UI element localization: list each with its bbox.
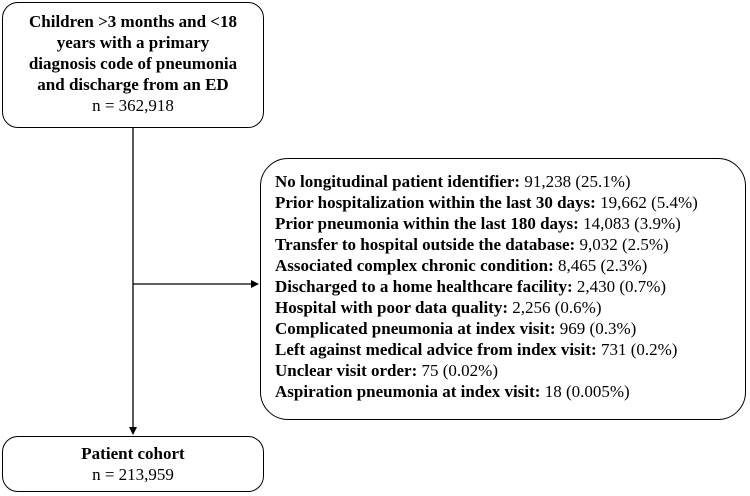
exclusion-row xyxy=(275,276,745,297)
exclusion-row xyxy=(275,381,745,402)
exclusions-box xyxy=(260,158,746,420)
exclusion-label: Left against medical advice from index visit: xyxy=(275,340,597,359)
eligibility-title-line: and discharge from an ED xyxy=(37,75,229,94)
exclusion-value: 2,256 (0.6%) xyxy=(508,298,602,317)
cohort-count: n = 213,959 xyxy=(92,465,174,484)
exclusion-label: Complicated pneumonia at index visit: xyxy=(275,319,556,338)
eligibility-title-line: years with a primary xyxy=(56,33,210,52)
exclusion-row xyxy=(275,297,745,318)
exclusion-value: 9,032 (2.5%) xyxy=(575,235,669,254)
eligibility-box xyxy=(2,2,264,128)
exclusion-value: 969 (0.3%) xyxy=(555,319,637,338)
exclusion-row xyxy=(275,339,745,360)
exclusion-row xyxy=(275,171,745,192)
exclusion-row xyxy=(275,234,745,255)
exclusion-value: 14,083 (3.9%) xyxy=(578,214,681,233)
eligibility-title-line: diagnosis code of pneumonia xyxy=(28,54,238,73)
exclusion-value: 8,465 (2.3%) xyxy=(553,256,648,275)
exclusion-row xyxy=(275,192,745,213)
exclusion-value: 75 (0.02%) xyxy=(417,361,498,380)
cohort-box xyxy=(2,436,264,492)
exclusion-label: Prior pneumonia within the last 180 days: xyxy=(275,214,579,233)
exclusion-label: Aspiration pneumonia at index visit: xyxy=(275,382,541,401)
exclusion-value: 19,662 (5.4%) xyxy=(595,193,698,212)
exclusion-value: 91,238 (25.1%) xyxy=(520,172,631,191)
exclusion-label: Discharged to a home healthcare facility: xyxy=(275,277,573,296)
exclusion-label: Associated complex chronic condition: xyxy=(275,256,554,275)
exclusion-label: Transfer to hospital outside the database: xyxy=(275,235,576,254)
exclusion-value: 18 (0.005%) xyxy=(540,382,630,401)
exclusion-row xyxy=(275,360,745,381)
exclusion-label: Unclear visit order: xyxy=(275,361,418,380)
eligibility-count: n = 362,918 xyxy=(92,96,174,115)
eligibility-title-line: Children >3 months and <18 xyxy=(28,12,237,31)
exclusion-label: Prior hospitalization within the last 30 days: xyxy=(275,193,596,212)
exclusion-row xyxy=(275,213,745,234)
exclusion-label: No longitudinal patient identifier: xyxy=(275,172,521,191)
cohort-title: Patient cohort xyxy=(81,444,185,463)
exclusion-value: 731 (0.2%) xyxy=(596,340,678,359)
exclusion-row xyxy=(275,255,745,276)
exclusion-row xyxy=(275,318,745,339)
exclusion-value: 2,430 (0.7%) xyxy=(572,277,667,296)
exclusion-label: Hospital with poor data quality: xyxy=(275,298,509,317)
